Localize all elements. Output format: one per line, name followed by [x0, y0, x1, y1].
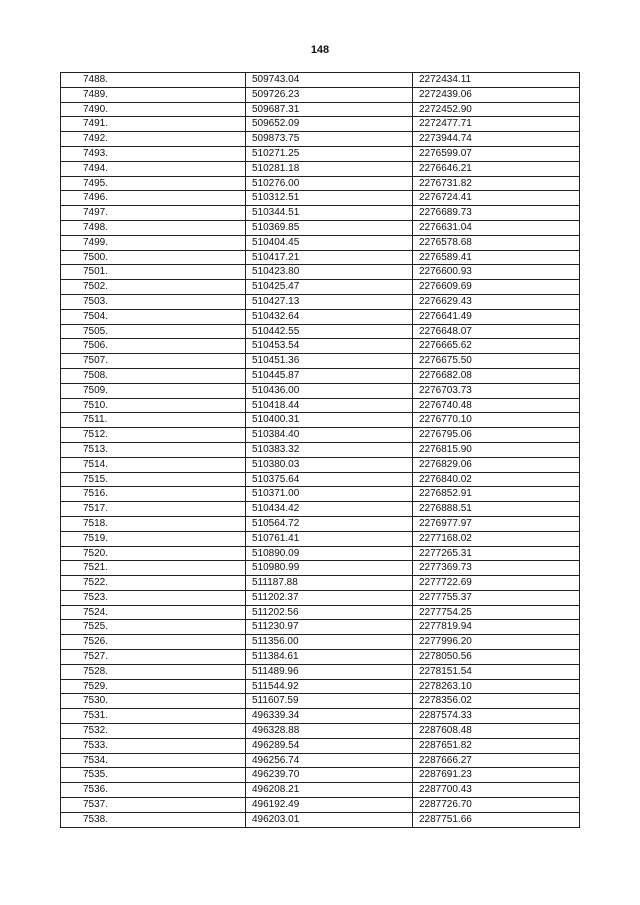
y-coordinate-cell: 2276646.21	[413, 161, 580, 176]
point-number-cell: 7503.	[61, 294, 246, 309]
point-number-cell: 7501.	[61, 265, 246, 280]
y-coordinate-cell: 2276599.07	[413, 146, 580, 161]
x-coordinate-cell: 496239.70	[246, 768, 413, 783]
point-number-cell: 7511.	[61, 413, 246, 428]
point-number-cell: 7508.	[61, 368, 246, 383]
x-coordinate-cell: 511544.92	[246, 679, 413, 694]
x-coordinate-cell: 511607.59	[246, 694, 413, 709]
table-row	[61, 265, 580, 280]
point-number-cell: 7514.	[61, 457, 246, 472]
x-coordinate-cell: 509687.31	[246, 102, 413, 117]
x-coordinate-cell: 496192.49	[246, 798, 413, 813]
x-coordinate-cell: 496208.21	[246, 783, 413, 798]
point-number-cell: 7519.	[61, 531, 246, 546]
table-row	[61, 235, 580, 250]
x-coordinate-cell: 510761.41	[246, 531, 413, 546]
point-number-cell: 7497.	[61, 206, 246, 221]
y-coordinate-cell: 2276815.90	[413, 442, 580, 457]
y-coordinate-cell: 2287691.23	[413, 768, 580, 783]
x-coordinate-cell: 510890.09	[246, 546, 413, 561]
table-row	[61, 457, 580, 472]
table-row	[61, 132, 580, 147]
y-coordinate-cell: 2276724.41	[413, 191, 580, 206]
x-coordinate-cell: 496203.01	[246, 812, 413, 827]
x-coordinate-cell: 510425.47	[246, 280, 413, 295]
x-coordinate-cell: 510445.87	[246, 368, 413, 383]
y-coordinate-cell: 2276629.43	[413, 294, 580, 309]
point-number-cell: 7535.	[61, 768, 246, 783]
page-number: 148	[310, 44, 330, 56]
x-coordinate-cell: 511202.37	[246, 590, 413, 605]
x-coordinate-cell: 509726.23	[246, 87, 413, 102]
y-coordinate-cell: 2276589.41	[413, 250, 580, 265]
y-coordinate-cell: 2276578.68	[413, 235, 580, 250]
y-coordinate-cell: 2276703.73	[413, 383, 580, 398]
table-row	[61, 442, 580, 457]
x-coordinate-cell: 510271.25	[246, 146, 413, 161]
x-coordinate-cell: 510434.42	[246, 502, 413, 517]
y-coordinate-cell: 2276770.10	[413, 413, 580, 428]
point-number-cell: 7513.	[61, 442, 246, 457]
x-coordinate-cell: 509743.04	[246, 73, 413, 88]
x-coordinate-cell: 510276.00	[246, 176, 413, 191]
table-row	[61, 73, 580, 88]
point-number-cell: 7490.	[61, 102, 246, 117]
table-row	[61, 220, 580, 235]
y-coordinate-cell: 2276852.91	[413, 487, 580, 502]
y-coordinate-cell: 2287608.48	[413, 724, 580, 739]
point-number-cell: 7491.	[61, 117, 246, 132]
y-coordinate-cell: 2277996.20	[413, 635, 580, 650]
x-coordinate-cell: 511384.61	[246, 650, 413, 665]
table-row	[61, 206, 580, 221]
table-row	[61, 146, 580, 161]
y-coordinate-cell: 2276977.97	[413, 516, 580, 531]
y-coordinate-cell: 2287666.27	[413, 753, 580, 768]
table-row	[61, 354, 580, 369]
table-row	[61, 487, 580, 502]
point-number-cell: 7494.	[61, 161, 246, 176]
x-coordinate-cell: 510312.51	[246, 191, 413, 206]
table-row	[61, 250, 580, 265]
table-row	[61, 709, 580, 724]
x-coordinate-cell: 511202.56	[246, 605, 413, 620]
y-coordinate-cell: 2278356.02	[413, 694, 580, 709]
point-number-cell: 7515.	[61, 472, 246, 487]
y-coordinate-cell: 2287751.66	[413, 812, 580, 827]
x-coordinate-cell: 511356.00	[246, 635, 413, 650]
point-number-cell: 7496.	[61, 191, 246, 206]
x-coordinate-cell: 496339.34	[246, 709, 413, 724]
point-number-cell: 7520.	[61, 546, 246, 561]
point-number-cell: 7509.	[61, 383, 246, 398]
y-coordinate-cell: 2276888.51	[413, 502, 580, 517]
x-coordinate-cell: 510400.31	[246, 413, 413, 428]
y-coordinate-cell: 2276740.48	[413, 398, 580, 413]
x-coordinate-cell: 510423.80	[246, 265, 413, 280]
point-number-cell: 7522.	[61, 576, 246, 591]
x-coordinate-cell: 510451.36	[246, 354, 413, 369]
point-number-cell: 7504.	[61, 309, 246, 324]
y-coordinate-cell: 2277168.02	[413, 531, 580, 546]
point-number-cell: 7525.	[61, 620, 246, 635]
table-row	[61, 531, 580, 546]
y-coordinate-cell: 2276829.06	[413, 457, 580, 472]
x-coordinate-cell: 510371.00	[246, 487, 413, 502]
table-row	[61, 428, 580, 443]
y-coordinate-cell: 2273944.74	[413, 132, 580, 147]
y-coordinate-cell: 2276682.08	[413, 368, 580, 383]
table-row	[61, 502, 580, 517]
point-number-cell: 7526.	[61, 635, 246, 650]
table-row	[61, 635, 580, 650]
y-coordinate-cell: 2278050.56	[413, 650, 580, 665]
y-coordinate-cell: 2276731.82	[413, 176, 580, 191]
table-row	[61, 783, 580, 798]
table-row	[61, 546, 580, 561]
table-row	[61, 383, 580, 398]
x-coordinate-cell: 510375.64	[246, 472, 413, 487]
point-number-cell: 7532.	[61, 724, 246, 739]
point-number-cell: 7512.	[61, 428, 246, 443]
point-number-cell: 7489.	[61, 87, 246, 102]
y-coordinate-cell: 2277754.25	[413, 605, 580, 620]
y-coordinate-cell: 2276795.06	[413, 428, 580, 443]
x-coordinate-cell: 496256.74	[246, 753, 413, 768]
y-coordinate-cell: 2277819.94	[413, 620, 580, 635]
table-row	[61, 679, 580, 694]
point-number-cell: 7510.	[61, 398, 246, 413]
point-number-cell: 7537.	[61, 798, 246, 813]
y-coordinate-cell: 2276840.02	[413, 472, 580, 487]
x-coordinate-cell: 511187.88	[246, 576, 413, 591]
table-row	[61, 309, 580, 324]
x-coordinate-cell: 510432.64	[246, 309, 413, 324]
table-row	[61, 590, 580, 605]
x-coordinate-cell: 510380.03	[246, 457, 413, 472]
point-number-cell: 7521.	[61, 561, 246, 576]
table-row	[61, 561, 580, 576]
table-row	[61, 102, 580, 117]
table-row	[61, 280, 580, 295]
table-row	[61, 620, 580, 635]
table-row	[61, 87, 580, 102]
x-coordinate-cell: 510369.85	[246, 220, 413, 235]
table-row	[61, 768, 580, 783]
x-coordinate-cell: 510384.40	[246, 428, 413, 443]
x-coordinate-cell: 509873.75	[246, 132, 413, 147]
x-coordinate-cell: 510453.54	[246, 339, 413, 354]
point-number-cell: 7534.	[61, 753, 246, 768]
table-row	[61, 738, 580, 753]
y-coordinate-cell: 2272434.11	[413, 73, 580, 88]
table-row	[61, 753, 580, 768]
y-coordinate-cell: 2278263.10	[413, 679, 580, 694]
x-coordinate-cell: 510383.32	[246, 442, 413, 457]
point-number-cell: 7538.	[61, 812, 246, 827]
point-number-cell: 7505.	[61, 324, 246, 339]
x-coordinate-cell: 511230.97	[246, 620, 413, 635]
table-row	[61, 117, 580, 132]
x-coordinate-cell: 510980.99	[246, 561, 413, 576]
point-number-cell: 7523.	[61, 590, 246, 605]
x-coordinate-cell: 510418.44	[246, 398, 413, 413]
point-number-cell: 7528.	[61, 664, 246, 679]
point-number-cell: 7527.	[61, 650, 246, 665]
point-number-cell: 7492.	[61, 132, 246, 147]
x-coordinate-cell: 510404.45	[246, 235, 413, 250]
y-coordinate-cell: 2277722.69	[413, 576, 580, 591]
x-coordinate-cell: 510427.13	[246, 294, 413, 309]
point-number-cell: 7516.	[61, 487, 246, 502]
point-number-cell: 7517.	[61, 502, 246, 517]
table-row	[61, 176, 580, 191]
table-row	[61, 576, 580, 591]
table-row	[61, 161, 580, 176]
table-row	[61, 694, 580, 709]
x-coordinate-cell: 510442.55	[246, 324, 413, 339]
point-number-cell: 7524.	[61, 605, 246, 620]
y-coordinate-cell: 2276665.62	[413, 339, 580, 354]
table-row	[61, 413, 580, 428]
y-coordinate-cell: 2276675.50	[413, 354, 580, 369]
y-coordinate-cell: 2272452.90	[413, 102, 580, 117]
y-coordinate-cell: 2277755.37	[413, 590, 580, 605]
x-coordinate-cell: 510417.21	[246, 250, 413, 265]
point-number-cell: 7499.	[61, 235, 246, 250]
table-row	[61, 812, 580, 827]
table-row	[61, 472, 580, 487]
y-coordinate-cell: 2277265.31	[413, 546, 580, 561]
y-coordinate-cell: 2272439.06	[413, 87, 580, 102]
x-coordinate-cell: 510281.18	[246, 161, 413, 176]
coordinates-table	[60, 72, 580, 828]
table-row	[61, 798, 580, 813]
point-number-cell: 7507.	[61, 354, 246, 369]
x-coordinate-cell: 496328.88	[246, 724, 413, 739]
point-number-cell: 7488.	[61, 73, 246, 88]
y-coordinate-cell: 2272477.71	[413, 117, 580, 132]
y-coordinate-cell: 2276631.04	[413, 220, 580, 235]
table-row	[61, 398, 580, 413]
y-coordinate-cell: 2276600.93	[413, 265, 580, 280]
point-number-cell: 7531.	[61, 709, 246, 724]
point-number-cell: 7536.	[61, 783, 246, 798]
table-row	[61, 650, 580, 665]
table-row	[61, 324, 580, 339]
point-number-cell: 7529.	[61, 679, 246, 694]
y-coordinate-cell: 2277369.73	[413, 561, 580, 576]
point-number-cell: 7498.	[61, 220, 246, 235]
table-row	[61, 339, 580, 354]
y-coordinate-cell: 2276641.49	[413, 309, 580, 324]
y-coordinate-cell: 2276648.07	[413, 324, 580, 339]
point-number-cell: 7500.	[61, 250, 246, 265]
table-row	[61, 368, 580, 383]
y-coordinate-cell: 2287726.70	[413, 798, 580, 813]
point-number-cell: 7502.	[61, 280, 246, 295]
table-row	[61, 516, 580, 531]
point-number-cell: 7533.	[61, 738, 246, 753]
y-coordinate-cell: 2278151.54	[413, 664, 580, 679]
y-coordinate-cell: 2287574.33	[413, 709, 580, 724]
y-coordinate-cell: 2287651.82	[413, 738, 580, 753]
x-coordinate-cell: 510564.72	[246, 516, 413, 531]
table-row	[61, 294, 580, 309]
x-coordinate-cell: 510344.51	[246, 206, 413, 221]
x-coordinate-cell: 510436.00	[246, 383, 413, 398]
y-coordinate-cell: 2276609.69	[413, 280, 580, 295]
table-row	[61, 605, 580, 620]
point-number-cell: 7506.	[61, 339, 246, 354]
y-coordinate-cell: 2287700.43	[413, 783, 580, 798]
point-number-cell: 7530.	[61, 694, 246, 709]
point-number-cell: 7495.	[61, 176, 246, 191]
y-coordinate-cell: 2276689.73	[413, 206, 580, 221]
table-row	[61, 724, 580, 739]
x-coordinate-cell: 496289.54	[246, 738, 413, 753]
point-number-cell: 7518.	[61, 516, 246, 531]
x-coordinate-cell: 511489.96	[246, 664, 413, 679]
table-body	[61, 73, 580, 828]
point-number-cell: 7493.	[61, 146, 246, 161]
x-coordinate-cell: 509652.09	[246, 117, 413, 132]
table-row	[61, 664, 580, 679]
table-row	[61, 191, 580, 206]
